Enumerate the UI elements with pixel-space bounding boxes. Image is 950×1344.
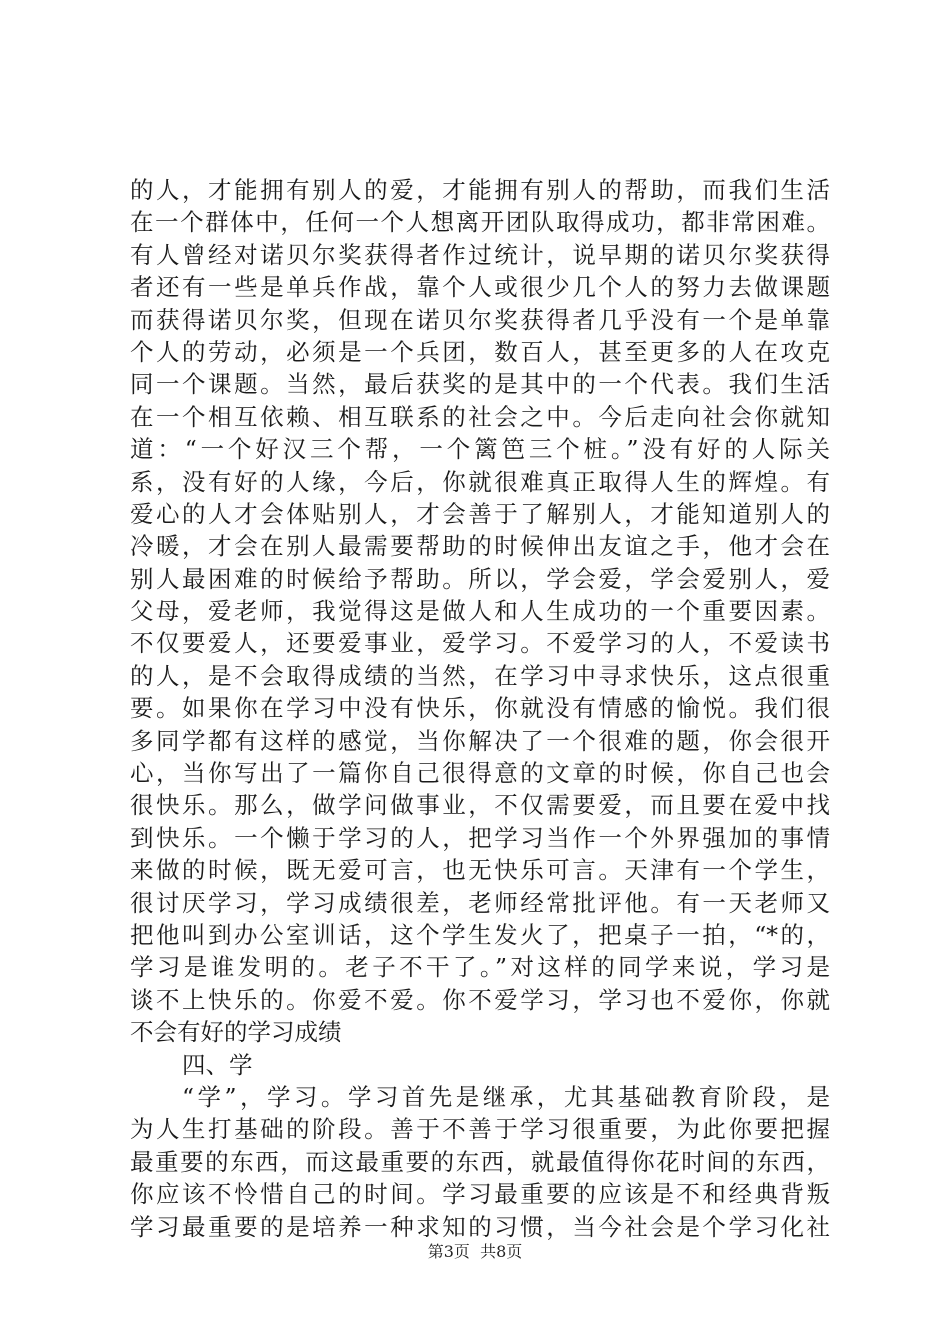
- paragraph-line: 要。如果你在学习中没有快乐，你就没有情感的愉悦。我们很: [130, 694, 830, 723]
- paragraph-line: 的人，是不会取得成绩的当然，在学习中寻求快乐，这点很重: [130, 661, 830, 690]
- paragraph-line: 系，没有好的人缘，今后，你就很难真正取得人生的辉煌。有: [130, 467, 830, 496]
- paragraph-line: 在一个群体中，任何一个人想离开团队取得成功，都非常困难。: [130, 208, 830, 237]
- page-footer: [0, 1242, 950, 1262]
- paragraph-line: 而获得诺贝尔奖，但现在诺贝尔奖获得者几乎没有一个是单靠: [130, 305, 830, 334]
- paragraph-line: 者还有一些是单兵作战，靠个人或很少几个人的努力去做课题: [130, 273, 830, 302]
- paragraph-line: 爱心的人才会体贴别人，才会善于了解别人，才能知道别人的: [130, 499, 830, 528]
- paragraph-line: 把他叫到办公室训话，这个学生发火了，把桌子一拍，“*的，: [130, 920, 830, 949]
- paragraph-line: 多同学都有这样的感觉，当你解决了一个很难的题，你会很开: [130, 726, 830, 755]
- body-text: [130, 174, 830, 1243]
- section-paragraph-line: 最重要的东西，而这最重要的东西，就最值得你花时间的东西，: [130, 1147, 830, 1176]
- paragraph-line: 冷暖，才会在别人最需要帮助的时候伸出友谊之手，他才会在: [130, 532, 830, 561]
- paragraph-line: 很快乐。那么，做学问做事业，不仅需要爱，而且要在爱中找: [130, 791, 830, 820]
- paragraph-line: 谈不上快乐的。你爱不爱。你不爱学习，学习也不爱你，你就: [130, 985, 830, 1014]
- section-paragraph-line: “学”，学习。学习首先是继承，尤其基础教育阶段，是: [182, 1082, 830, 1111]
- paragraph-line: 在一个相互依赖、相互联系的社会之中。今后走向社会你就知: [130, 402, 830, 431]
- paragraph-line: 到快乐。一个懒于学习的人，把学习当作一个外界强加的事情: [130, 823, 830, 852]
- paragraph-line: 不会有好的学习成绩: [130, 1018, 342, 1047]
- page-number-label: 第3页 共8页: [427, 1242, 523, 1261]
- paragraph-line: 别人最困难的时候给予帮助。所以，学会爱，学会爱别人，爱: [130, 564, 830, 593]
- paragraph-line: 父母，爱老师，我觉得这是做人和人生成功的一个重要因素。: [130, 597, 830, 626]
- paragraph-line: 学习是谁发明的。老子不干了。”对这样的同学来说，学习是: [130, 953, 830, 982]
- paragraph-line: 不仅要爱人，还要爱事业，爱学习。不爱学习的人，不爱读书: [130, 629, 830, 658]
- section-heading: 四、学: [182, 1050, 253, 1079]
- section-paragraph-line: 为人生打基础的阶段。善于不善于学习很重要，为此你要把握: [130, 1115, 830, 1144]
- paragraph-line: 有人曾经对诺贝尔奖获得者作过统计，说早期的诺贝尔奖获得: [130, 240, 830, 269]
- section-paragraph-line: 你应该不怜惜自己的时间。学习最重要的应该是不和经典背叛: [130, 1180, 830, 1209]
- paragraph-line: 很讨厌学习，学习成绩很差，老师经常批评他。有一天老师又: [130, 888, 830, 917]
- paragraph-line: 来做的时候，既无爱可言，也无快乐可言。天津有一个学生，: [130, 856, 830, 885]
- paragraph-line: 个人的劳动，必须是一个兵团，数百人，甚至更多的人在攻克: [130, 337, 830, 366]
- paragraph-line: 心，当你写出了一篇你自己很得意的文章的时候，你自己也会: [130, 759, 830, 788]
- paragraph-line: 道：“一个好汉三个帮，一个篱笆三个桩。”没有好的人际关: [130, 435, 830, 464]
- section-paragraph-line: 学习最重要的是培养一种求知的习惯，当今社会是个学习化社: [130, 1212, 830, 1241]
- paragraph-line: 的人，才能拥有别人的爱，才能拥有别人的帮助，而我们生活: [130, 176, 830, 204]
- paragraph-line: 同一个课题。当然，最后获奖的是其中的一个代表。我们生活: [130, 370, 830, 399]
